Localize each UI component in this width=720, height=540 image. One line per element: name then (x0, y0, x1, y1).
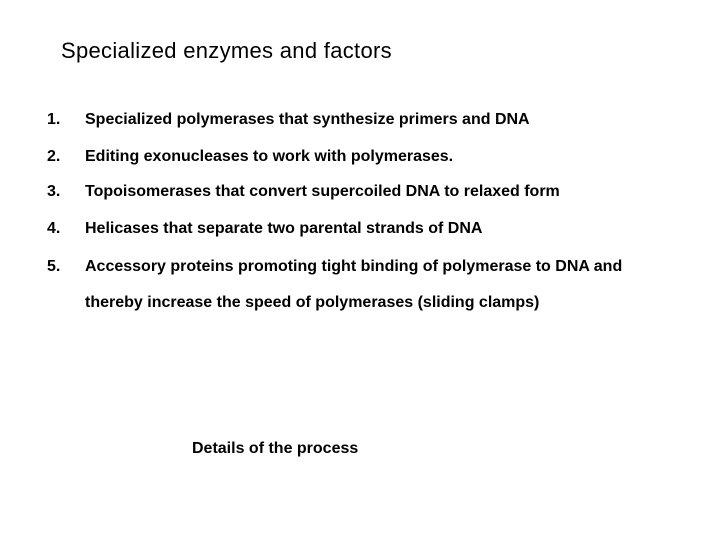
list-item-text: Editing exonucleases to work with polymerases. (85, 148, 454, 165)
list-item-number: 2. (47, 148, 61, 165)
list-item-text: Accessory proteins promoting tight binding of polymerase to DNA and (85, 258, 623, 275)
list-item-text-continuation: thereby increase the speed of polymerases (sliding clamps) (85, 294, 540, 311)
list-item-number: 5. (47, 258, 61, 275)
details-caption: Details of the process (192, 440, 359, 457)
slide-title: Specialized enzymes and factors (61, 38, 392, 63)
list-item-number: 4. (47, 220, 61, 237)
list-item-text: Specialized polymerases that synthesize primers and DNA (85, 111, 530, 128)
list-item-number: 1. (47, 111, 61, 128)
list-item-number: 3. (47, 183, 61, 200)
list-item-text: Topoisomerases that convert supercoiled DNA to relaxed form (85, 183, 560, 200)
list-item-text: Helicases that separate two parental strands of DNA (85, 220, 483, 237)
